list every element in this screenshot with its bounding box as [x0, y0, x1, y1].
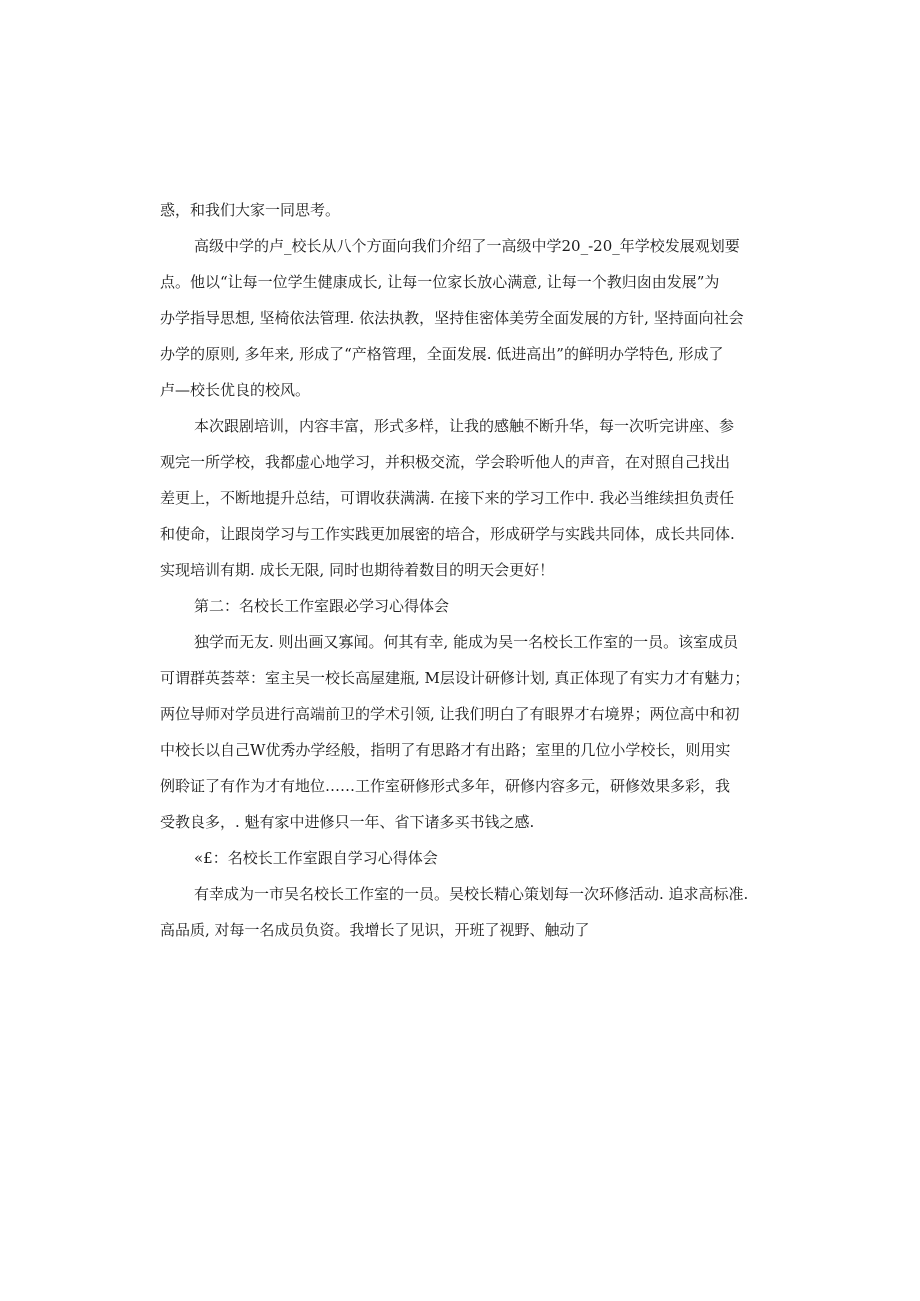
- text-line: 实现培训有期. 成长无限, 同时也期待着数目的明天会更好！: [160, 561, 555, 579]
- text-line: 和使命，让跟岗学习与工作实践更加展密的培合，形成研学与实践共同体，成长共同体.: [160, 525, 735, 543]
- text-line: 中校长以自己W优秀办学经般，指明了有思路才有出路；室里的几位小学校长，则用实: [160, 741, 731, 759]
- text-line: 办学指导思想, 坚椅依法管理. 依法执教，坚持隹密体美劳全面发展的方针, 坚持面向社会: [160, 309, 744, 327]
- text-line: 高级中学的卢_校长从八个方面向我们介绍了一高级中学20_-20_年学校发展观划要: [194, 237, 740, 255]
- text-line: 卢—校长优良的校风。: [160, 381, 311, 399]
- text-line: 两位导师对学员进行高端前卫的学术引领, 让我们明白了有眼界才右境界；两位高中和初: [160, 705, 740, 723]
- text-line: 第二：名校长工作室跟必学习心得体会: [194, 597, 450, 615]
- text-line: 高品质, 对每一名成员负资。我增长了见识，开班了视野、触动了: [160, 921, 590, 939]
- text-line: 差更上，不断地提升总结，可谓收获满满. 在接下来的学习工作中. 我必当维续担负责任: [160, 489, 735, 507]
- text-line: 惑，和我们大家一同思考。: [160, 201, 341, 219]
- text-line: 独学而无友. 则出画又寡闻。何其有幸, 能成为吴一名校长工作室的一员。该室成员: [194, 633, 739, 651]
- text-line: 观完一所学校，我都虚心地学习，并积极交流，学会聆听他人的声音，在对照自己找出: [160, 453, 731, 471]
- text-line: 可谓群英荟萃：室主吴一校长高屋建瓶, M层设计研修计划, 真正体现了有实力才有魅力；: [160, 669, 750, 687]
- text-line: 例聆证了有作为才有地位……工作室研修形式多年，研修内容多元，研修效果多彩，我: [160, 777, 731, 795]
- text-line: 点。他以“让每一位学生健康成长, 让每一位家长放心满意, 让每一个教归囱由发展”为: [160, 273, 720, 291]
- document-body: [160, 192, 760, 948]
- text-line: 本次跟剧培训，内容丰富，形式多样，让我的感触不断升华，每一次听完讲座、参: [194, 417, 735, 435]
- text-line: 受教良多，. 魁有家中进修只一年、省下诸多买书钱之感.: [160, 813, 535, 831]
- text-line: 有幸成为一市吴名校长工作室的一员。吴校长精心策划每一次环修活动. 追求高标准.: [194, 885, 749, 903]
- text-line: 办学的原则, 多年来, 形成了“产格管理，全面发展. 低进高出”的鲜明办学特色, 形成了: [160, 345, 724, 363]
- text-line: «£：名校长工作室跟自学习心得体会: [194, 849, 438, 867]
